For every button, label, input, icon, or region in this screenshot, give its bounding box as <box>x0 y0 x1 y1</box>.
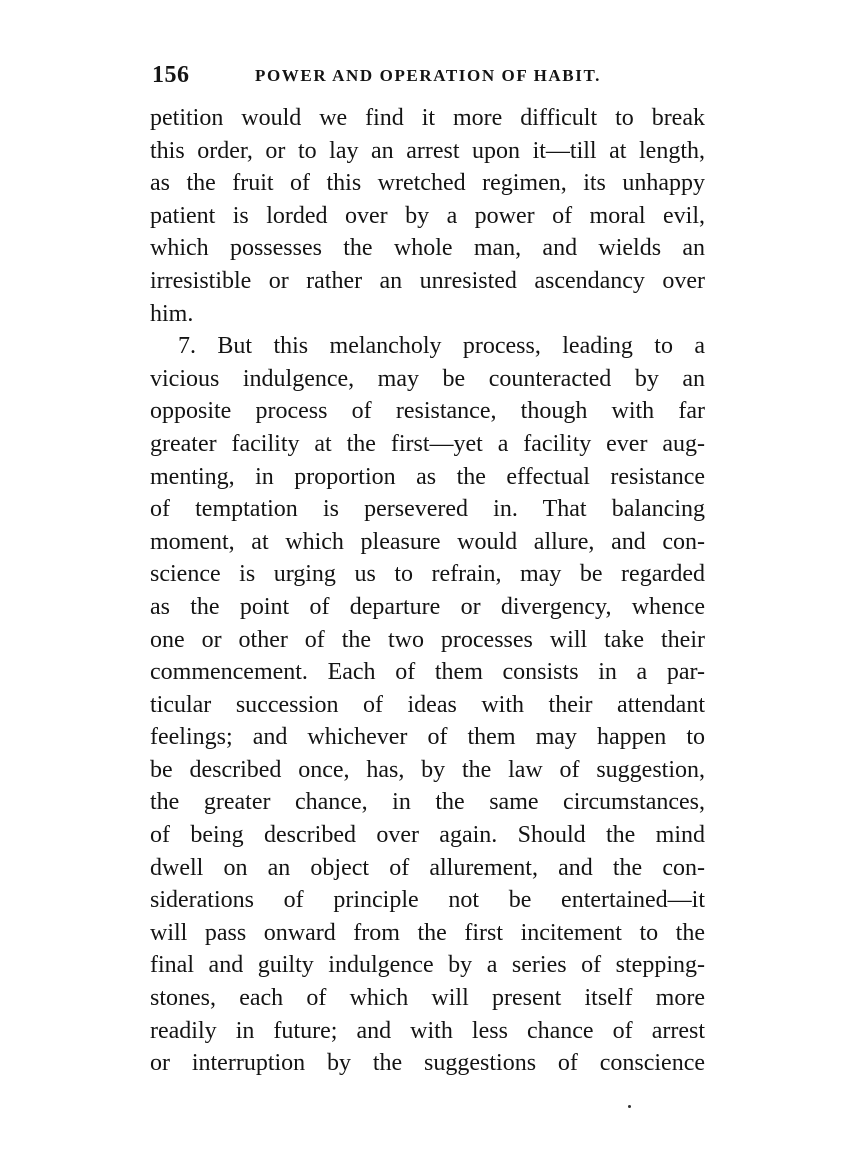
text-line: or interruption by the suggestions of conscience <box>150 1050 705 1077</box>
text-line: menting, in proportion as the effectual resistance <box>150 463 705 490</box>
text-line: as the point of departure or divergency, whence <box>150 593 705 620</box>
running-head <box>152 62 712 90</box>
text-line: of temptation is persevered in. That balancing <box>150 496 705 523</box>
text-line: siderations of principle not be entertained—it <box>150 887 705 914</box>
text-line: the greater chance, in the same circumstances, <box>150 789 705 816</box>
text-line: which possesses the whole man, and wields an <box>150 235 705 262</box>
text-line: will pass onward from the first incitement to the <box>150 919 705 946</box>
page-number: 156 <box>152 62 190 88</box>
text-line: irresistible or rather an unresisted ascendancy over <box>150 267 705 294</box>
text-line: greater facility at the first—yet a facility ever aug- <box>150 430 705 457</box>
text-line: petition would we find it more difficult to break <box>150 105 705 131</box>
text-line: final and guilty indulgence by a series of stepping- <box>150 952 705 979</box>
text-line: vicious indulgence, may be counteracted by an <box>150 365 705 392</box>
text-line: be described once, has, by the law of suggestion, <box>150 756 705 783</box>
text-line: patient is lorded over by a power of moral evil, <box>150 202 705 229</box>
text-line: commencement. Each of them consists in a par- <box>150 659 705 686</box>
text-line: this order, or to lay an arrest upon it—till at length, <box>150 137 705 164</box>
text-line: him. <box>150 300 194 327</box>
text-line: moment, at which pleasure would allure, and con- <box>150 528 705 555</box>
body-text <box>150 102 705 1080</box>
text-line: science is urging us to refrain, may be regarded <box>150 561 705 588</box>
text-line: as the fruit of this wretched regimen, its unhappy <box>150 170 705 197</box>
text-line: of being described over again. Should the mind <box>150 822 705 849</box>
text-line: ticular succession of ideas with their attendant <box>150 691 705 718</box>
text-line: one or other of the two processes will take their <box>150 626 705 653</box>
text-line: opposite process of resistance, though with far <box>150 398 705 425</box>
running-title: POWER AND OPERATION OF HABIT. <box>255 66 601 85</box>
text-line: stones, each of which will present itself more <box>150 985 705 1012</box>
print-speck <box>628 1105 631 1108</box>
text-line: feelings; and whichever of them may happen to <box>150 724 705 751</box>
paragraph-start-line: 7. But this melancholy process, leading to a <box>178 333 705 360</box>
text-line: dwell on an object of allurement, and the con- <box>150 854 705 881</box>
text-line: readily in future; and with less chance of arrest <box>150 1017 705 1044</box>
